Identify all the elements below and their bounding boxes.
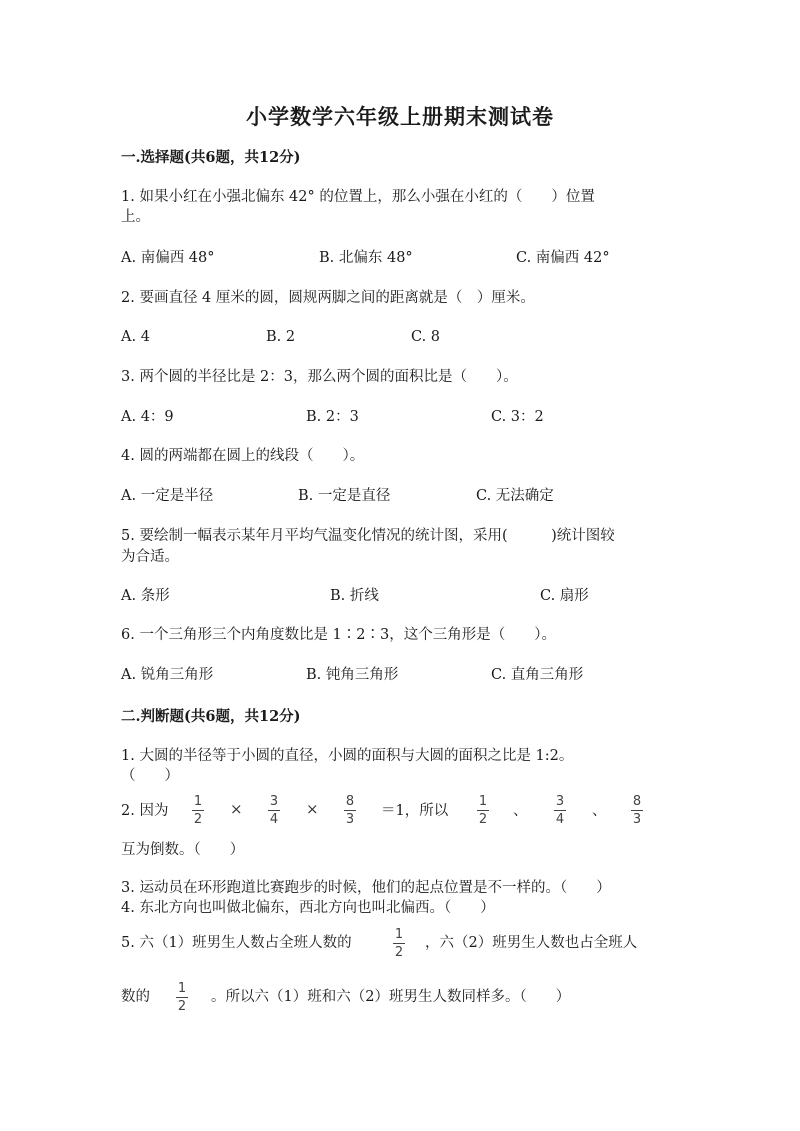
section-heading-choice: 一.选择题(共6题，共12分) (121, 149, 301, 166)
question-text: ，六（2）班男生人数也占全班人 (425, 935, 638, 951)
denominator: 4 (555, 812, 565, 827)
denominator: 3 (632, 812, 642, 827)
fraction (176, 981, 188, 1014)
question-text: 1. 大圆的半径等于小圆的直径，小圆的面积与大圆的面积之比是 1:2。 (121, 748, 574, 764)
denominator: 3 (345, 812, 355, 827)
separator: 、 (513, 803, 528, 819)
denominator: 2 (177, 999, 187, 1014)
times-symbol: × (230, 800, 243, 818)
numerator: 3 (269, 794, 279, 809)
option-c: C. 直角三角形 (491, 667, 584, 683)
numerator: 1 (193, 794, 203, 809)
option-b: B. 折线 (330, 588, 379, 604)
question-text: 5. 六（1）班男生人数占全班人数的 (121, 935, 352, 951)
option-c: C. 南偏西 42° (516, 250, 610, 266)
option-a: A. 条形 (121, 588, 170, 604)
question-text-cont: 上。 (121, 209, 150, 225)
question-text-cont: 为合适。 (121, 549, 179, 565)
fraction (192, 794, 204, 827)
fraction (477, 794, 489, 827)
option-c: C. 扇形 (540, 588, 589, 604)
numerator: 8 (345, 794, 355, 809)
question-text: 1. 如果小红在小强北偏东 42° 的位置上，那么小强在小红的（ ）位置 (121, 189, 595, 205)
equals-text: ＝1，所以 (381, 803, 449, 819)
option-b: B. 北偏东 48° (319, 250, 413, 266)
question-text: 6. 一个三角形三个内角度数比是 1∶2∶3，这个三角形是（ ）。 (121, 627, 556, 643)
option-b: B. 2：3 (306, 409, 359, 425)
question-text: 2. 因为 (121, 803, 169, 819)
option-b: B. 钝角三角形 (306, 667, 399, 683)
numerator: 1 (478, 794, 488, 809)
option-a: A. 锐角三角形 (121, 667, 214, 683)
option-c: C. 3：2 (491, 409, 544, 425)
question-text-cont: 数的 (121, 989, 150, 1005)
numerator: 1 (394, 927, 404, 942)
question-text-cont: 。所以六（1）班和六（2）班男生人数同样多。（ ） (211, 989, 571, 1005)
question-text: 4. 圆的两端都在圆上的线段（ ）。 (121, 448, 365, 464)
fraction (554, 794, 566, 827)
question-text: 3. 两个圆的半径比是 2：3，那么两个圆的面积比是（ ）。 (121, 369, 518, 385)
fraction (393, 927, 405, 960)
option-c: C. 8 (411, 329, 441, 345)
numerator: 1 (177, 981, 187, 996)
numerator: 3 (555, 794, 565, 809)
separator: 、 (592, 803, 607, 819)
option-c: C. 无法确定 (476, 488, 554, 504)
option-a: A. 一定是半径 (121, 488, 214, 504)
denominator: 2 (478, 812, 488, 827)
option-a: A. 4：9 (121, 409, 174, 425)
option-a: A. 南偏西 48° (121, 250, 215, 266)
times-symbol: × (306, 800, 319, 818)
option-b: B. 2 (266, 329, 296, 345)
question-text: 2. 要画直径 4 厘米的圆，圆规两脚之间的距离就是（ ）厘米。 (121, 290, 535, 306)
denominator: 4 (269, 812, 279, 827)
question-text: 3. 运动员在环形跑道比赛跑步的时候，他们的起点位置是不一样的。（ ） (121, 880, 611, 896)
numerator: 8 (632, 794, 642, 809)
fraction (268, 794, 280, 827)
answer-blank: （ ） (121, 768, 179, 784)
section-heading-judgement: 二.判断题(共6题，共12分) (121, 708, 301, 725)
page-title: 小学数学六年级上册期末测试卷 (246, 104, 554, 129)
question-text: 5. 要绘制一幅表示某年月平均气温变化情况的统计图，采用( )统计图较 (121, 528, 615, 544)
fraction (344, 794, 356, 827)
option-b: B. 一定是直径 (298, 488, 391, 504)
denominator: 2 (193, 812, 203, 827)
question-text-cont: 互为倒数。（ ） (121, 842, 245, 858)
denominator: 2 (394, 945, 404, 960)
fraction (631, 794, 643, 827)
question-text: 4. 东北方向也叫做北偏东，西北方向也叫北偏西。（ ） (121, 900, 495, 916)
option-a: A. 4 (121, 329, 150, 345)
